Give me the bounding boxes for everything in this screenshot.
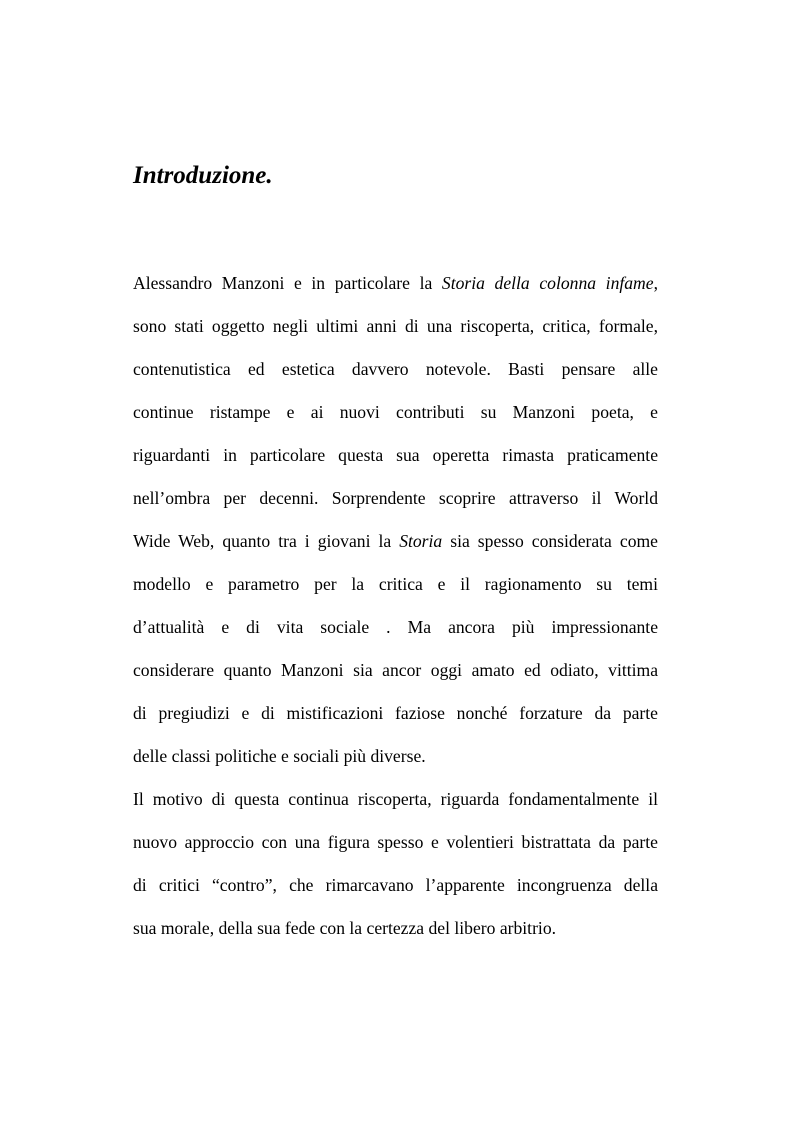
text-line: considerare quanto Manzoni sia ancor oggi amato ed odiato, vittima [133,660,658,680]
text-line: d’attualità e di vita sociale . Ma ancora più impressionante [133,617,658,637]
text-line: nell’ombra per decenni. Sorprendente scoprire attraverso il World [133,488,658,508]
text-line: riguardanti in particolare questa sua operetta rimasta praticamente [133,445,658,465]
text-run: , [653,273,658,293]
text-line: sono stati oggetto negli ultimi anni di una riscoperta, critica, formale, [133,316,658,336]
text-run: Wide Web, quanto tra i giovani la [133,531,400,551]
text-line: nuovo approccio con una figura spesso e volentieri bistrattata da parte [133,832,658,852]
text-line: modello e parametro per la critica e il ragionamento su temi [133,574,658,594]
text-line [133,526,658,569]
text-run: Alessandro Manzoni e in particolare la [133,273,442,293]
text-line: Il motivo di questa continua riscoperta, riguarda fondamentalmente il [133,789,658,809]
page-title: Introduzione. [133,162,273,189]
italic-book-title: Storia della colonna infame [441,273,654,293]
text-line: di pregiudizi e di mistificazioni faziose nonché forzature da parte [133,703,658,723]
paragraph-2 [133,784,658,956]
text-line: di critici “contro”, che rimarcavano l’apparente incongruenza della [133,875,658,895]
paragraph-1 [133,268,658,784]
text-line [133,268,658,311]
text-line: sua morale, della sua fede con la certezza del libero arbitrio. [133,918,557,938]
text-line: continue ristampe e ai nuovi contributi su Manzoni poeta, e [133,402,658,422]
text-run: sia spesso considerata come [442,531,658,551]
text-line: delle classi politiche e sociali più diverse. [133,746,426,766]
text-line: contenutistica ed estetica davvero notevole. Basti pensare alle [133,359,658,379]
body-text [133,268,658,956]
italic-book-title: Storia [399,531,443,551]
